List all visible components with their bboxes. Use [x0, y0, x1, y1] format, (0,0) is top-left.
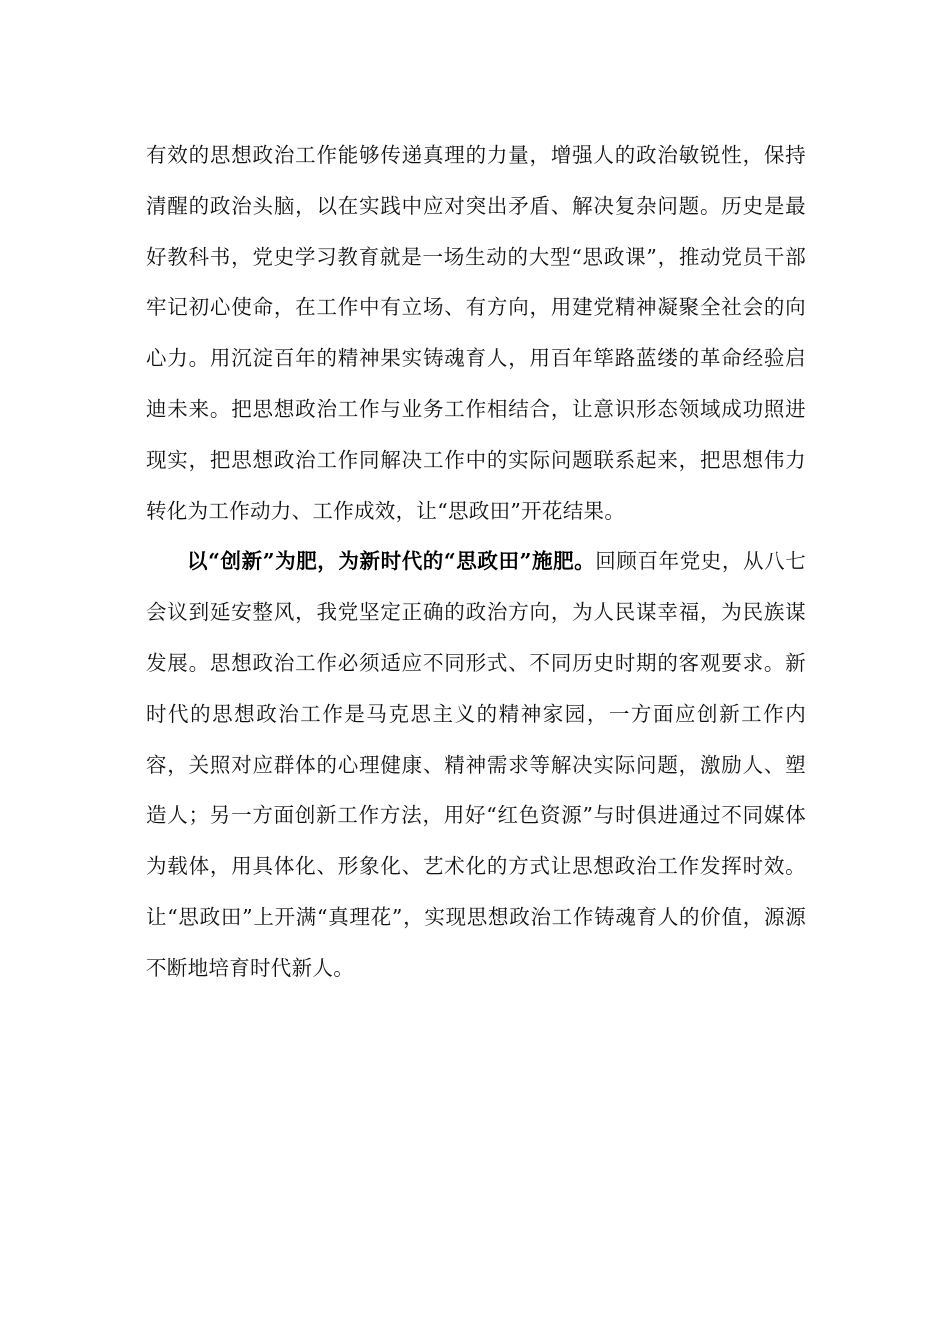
paragraph-2: [146, 536, 806, 993]
document-body: [146, 130, 806, 994]
paragraph-2-heading: 以“创新”为肥，为新时代的“思政田”施肥。: [187, 549, 596, 574]
paragraph-2-text: 回顾百年党史，从八七会议到延安整风，我党坚定正确的政治方向，为人民谋幸福，为民族谋发展。思想政治工作必须适应不同形式、不同历史时期的客观要求。新时代的思想政治工作是马克思主义的精神家园，一方面应创新工作内容，关照对应群体的心理健康、精神需求等解决实际问题，激励人、塑造人；另一方面创新工作方法，用好“红色资源”与时俱进通过不同媒体为载体，用具体化、形象化、艺术化的方式让思想政治工作发挥时效。让“思政田”上开满“真理花”，实现思想政治工作铸魂育人的价值，源源不断地培育时代新人。: [146, 549, 807, 980]
paragraph-1: 有效的思想政治工作能够传递真理的力量，增强人的政治敏锐性，保持清醒的政治头脑，以在实践中应对突出矛盾、解决复杂问题。历史是最好教科书，党史学习教育就是一场生动的大型“思政课”，推动党员干部牢记初心使命，在工作中有立场、有方向，用建党精神凝聚全社会的向心力。用沉淀百年的精神果实铸魂育人，用百年筚路蓝缕的革命经验启迪未来。把思想政治工作与业务工作相结合，让意识形态领域成功照进现实，把思想政治工作同解决工作中的实际问题联系起来，把思想伟力转化为工作动力、工作成效，让“思政田”开花结果。: [146, 143, 806, 523]
